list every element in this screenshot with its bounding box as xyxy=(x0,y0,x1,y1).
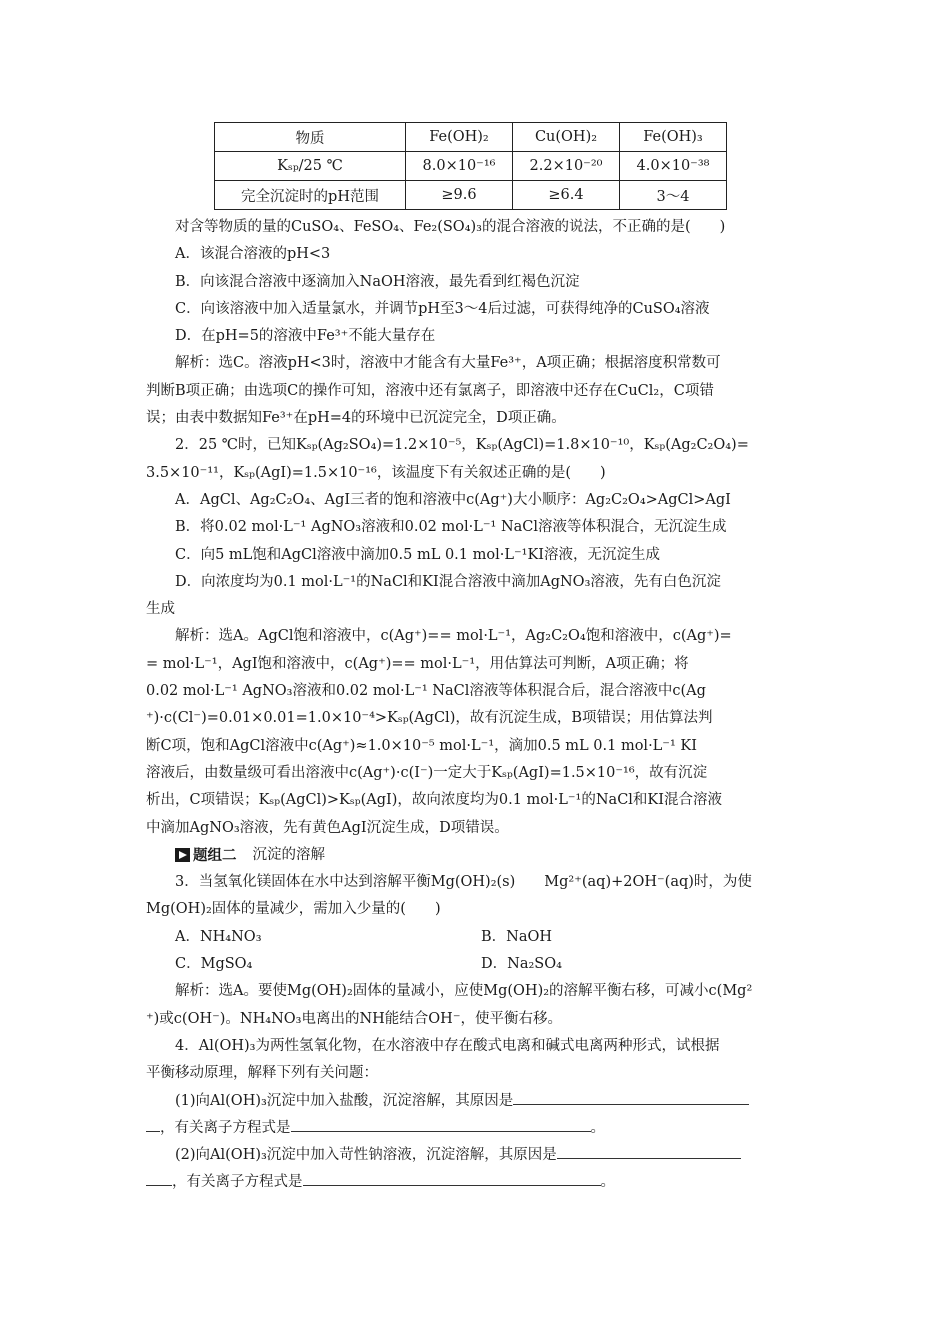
table-cell: 3～4 xyxy=(620,181,727,210)
question-1-stem: 对含等物质的量的CuSO₄、FeSO₄、Fe₂(SO₄)₃的混合溶液的说法，不正确的是( ) xyxy=(175,219,726,235)
question-2-option-d-continued: 生成 xyxy=(146,601,175,618)
answer-blank[interactable] xyxy=(557,1144,741,1159)
document-page xyxy=(146,122,808,1197)
question-2-stem-line: 2．25 ℃时，已知Kₛₚ(Ag₂SO₄)=1.2×10⁻⁵，Kₛₚ(AgCl)=1.8×10⁻¹⁰，Kₛₚ(Ag₂C₂O₄)= xyxy=(175,437,749,454)
table-cell: ≥9.6 xyxy=(406,181,513,210)
table-cell: 完全沉淀时的pH范围 xyxy=(215,181,406,210)
section-label: 题组二 xyxy=(193,846,237,864)
question-2-option-b: B．将0.02 mol·L⁻¹ AgNO₃溶液和0.02 mol·L⁻¹ NaCl溶液等体积混合，无沉淀生成 xyxy=(175,519,727,536)
question-1-option-c: C．向该溶液中加入适量氯水，并调节pH至3～4后过滤，可获得纯净的CuSO₄溶液 xyxy=(175,300,710,317)
question-3-analysis-line: 解析：选A。要使Mg(OH)₂固体的量减小，应使Mg(OH)₂的溶解平衡右移，可减小c(Mg² xyxy=(175,983,753,1000)
question-4-part-2-line xyxy=(146,1142,808,1169)
play-triangle-icon xyxy=(175,848,190,862)
question-1-analysis-line: 误；由表中数据知Fe³⁺在pH=4的环境中已沉淀完全，D项正确。 xyxy=(146,410,566,427)
section-heading xyxy=(146,842,808,869)
table-header-cell: Cu(OH)₂ xyxy=(513,123,620,152)
question-2-analysis-line: 断C项，饱和AgCl溶液中c(Ag⁺)≈1.0×10⁻⁵ mol·L⁻¹，滴加0.5 mL 0.1 mol·L⁻¹ KI xyxy=(146,737,697,754)
sentence-end: 。 xyxy=(600,1174,615,1191)
table-cell: ≥6.4 xyxy=(513,181,620,210)
question-3-analysis-line: ⁺)或c(OH⁻)。NH₄NO₃电离出的NH能结合OH⁻，使平衡右移。 xyxy=(146,1010,562,1027)
question-1-option-a: A．该混合溶液的pH<3 xyxy=(175,246,331,263)
question-3-option-a: A．NH₄NO₃ xyxy=(175,928,262,945)
question-3-options-row xyxy=(146,951,808,978)
question-3-stem-line: 3．当氢氧化镁固体在水中达到溶解平衡Mg(OH)₂(s) Mg²⁺(aq)+2OH⁻(aq)时，为使 xyxy=(175,874,752,891)
question-4-stem-line: 平衡移动原理，解释下列有关问题： xyxy=(146,1065,378,1082)
question-2-analysis-line: 0.02 mol·L⁻¹ AgNO₃溶液和0.02 mol·L⁻¹ NaCl溶液等体积混合后，混合溶液中c(Ag xyxy=(146,683,706,700)
table-cell: 8.0×10⁻¹⁶ xyxy=(406,152,513,181)
question-2-option-c: C．向5 mL饱和AgCl溶液中滴加0.5 mL 0.1 mol·L⁻¹KI溶液，无沉淀生成 xyxy=(175,546,660,563)
table-header-cell: Fe(OH)₂ xyxy=(406,123,513,152)
section-topic: 沉淀的溶解 xyxy=(252,846,325,863)
question-2-analysis-line: = mol·L⁻¹，AgI饱和溶液中，c(Ag⁺)== mol·L⁻¹，用估算法可判断，A项正确；将 xyxy=(146,655,689,672)
question-4-part-1-line xyxy=(146,1088,808,1115)
answer-blank[interactable] xyxy=(146,1117,160,1132)
question-4-part-1-equation-prompt: ，有关离子方程式是 xyxy=(160,1119,291,1136)
question-2-analysis-line: 析出，C项错误；Kₛₚ(AgCl)>Kₛₚ(AgI)，故向浓度均为0.1 mol·L⁻¹的NaCl和KI混合溶液 xyxy=(146,792,722,809)
table-cell: 2.2×10⁻²⁰ xyxy=(513,152,620,181)
table-row xyxy=(215,152,727,181)
table-cell: Kₛₚ/25 ℃ xyxy=(215,152,406,181)
answer-blank[interactable] xyxy=(303,1171,601,1186)
ksp-table xyxy=(214,122,727,210)
sentence-end: 。 xyxy=(590,1119,605,1136)
question-1-option-d: D．在pH=5的溶液中Fe³⁺不能大量存在 xyxy=(175,328,436,345)
table-header-cell: Fe(OH)₃ xyxy=(620,123,727,152)
question-1-option-b: B．向该混合溶液中逐滴加入NaOH溶液，最先看到红褐色沉淀 xyxy=(175,273,580,290)
question-3-option-c: C．MgSO₄ xyxy=(175,956,253,973)
answer-blank[interactable] xyxy=(291,1117,591,1132)
question-4-stem-line: 4．Al(OH)₃为两性氢氧化物，在水溶液中存在酸式电离和碱式电离两种形式，试根据 xyxy=(175,1037,720,1054)
question-4-part-2-line xyxy=(146,1169,808,1196)
question-2-stem-line: 3.5×10⁻¹¹，Kₛₚ(AgI)=1.5×10⁻¹⁶，该温度下有关叙述正确的是( ) xyxy=(146,464,606,481)
question-1-analysis-line: 判断B项正确；由选项C的操作可知，溶液中还有氯离子，即溶液中还存在CuCl₂，C项错 xyxy=(146,382,714,399)
table-row xyxy=(215,123,727,152)
answer-blank[interactable] xyxy=(513,1090,749,1105)
question-3-option-b: B．NaOH xyxy=(481,928,553,945)
question-3-option-d: D．Na₂SO₄ xyxy=(481,956,562,973)
question-2-option-d: D．向浓度均为0.1 mol·L⁻¹的NaCl和KI混合溶液中滴加AgNO₃溶液，先有白色沉淀 xyxy=(175,573,721,590)
question-4-part-1-prompt: (1)向Al(OH)₃沉淀中加入盐酸，沉淀溶解，其原因是 xyxy=(175,1092,514,1109)
question-1-analysis-line: 解析：选C。溶液pH<3时，溶液中才能含有大量Fe³⁺，A项正确；根据溶度积常数可 xyxy=(175,355,721,372)
question-4-part-1-line xyxy=(146,1115,808,1142)
table-cell: 4.0×10⁻³⁸ xyxy=(620,152,727,181)
question-2-analysis-line: 溶液后，由数量级可看出溶液中c(Ag⁺)·c(I⁻)一定大于Kₛₚ(AgI)=1.5×10⁻¹⁶，故有沉淀 xyxy=(146,764,708,781)
answer-blank[interactable] xyxy=(146,1171,172,1186)
question-4-part-2-equation-prompt: ，有关离子方程式是 xyxy=(172,1174,303,1191)
question-2-analysis-line: 解析：选A。AgCl饱和溶液中，c(Ag⁺)== mol·L⁻¹，Ag₂C₂O₄饱和溶液中，c(Ag⁺)= xyxy=(175,628,732,645)
question-2-analysis-line: ⁺)·c(Cl⁻)=0.01×0.01=1.0×10⁻⁴>Kₛₚ(AgCl)，故有沉淀生成，B项错误；用估算法判 xyxy=(146,710,713,727)
question-4-part-2-prompt: (2)向Al(OH)₃沉淀中加入苛性钠溶液，沉淀溶解，其原因是 xyxy=(175,1147,557,1164)
table-row xyxy=(215,181,727,210)
question-3-options-row xyxy=(146,924,808,951)
table-header-cell: 物质 xyxy=(215,123,406,152)
question-2-option-a: A．AgCl、Ag₂C₂O₄、AgI三者的饱和溶液中c(Ag⁺)大小顺序：Ag₂C₂O₄>AgCl>AgI xyxy=(175,491,731,508)
question-3-stem-line: Mg(OH)₂固体的量减少，需加入少量的( ) xyxy=(146,901,441,918)
question-2-analysis-line: 中滴加AgNO₃溶液，先有黄色AgI沉淀生成，D项错误。 xyxy=(146,819,509,836)
